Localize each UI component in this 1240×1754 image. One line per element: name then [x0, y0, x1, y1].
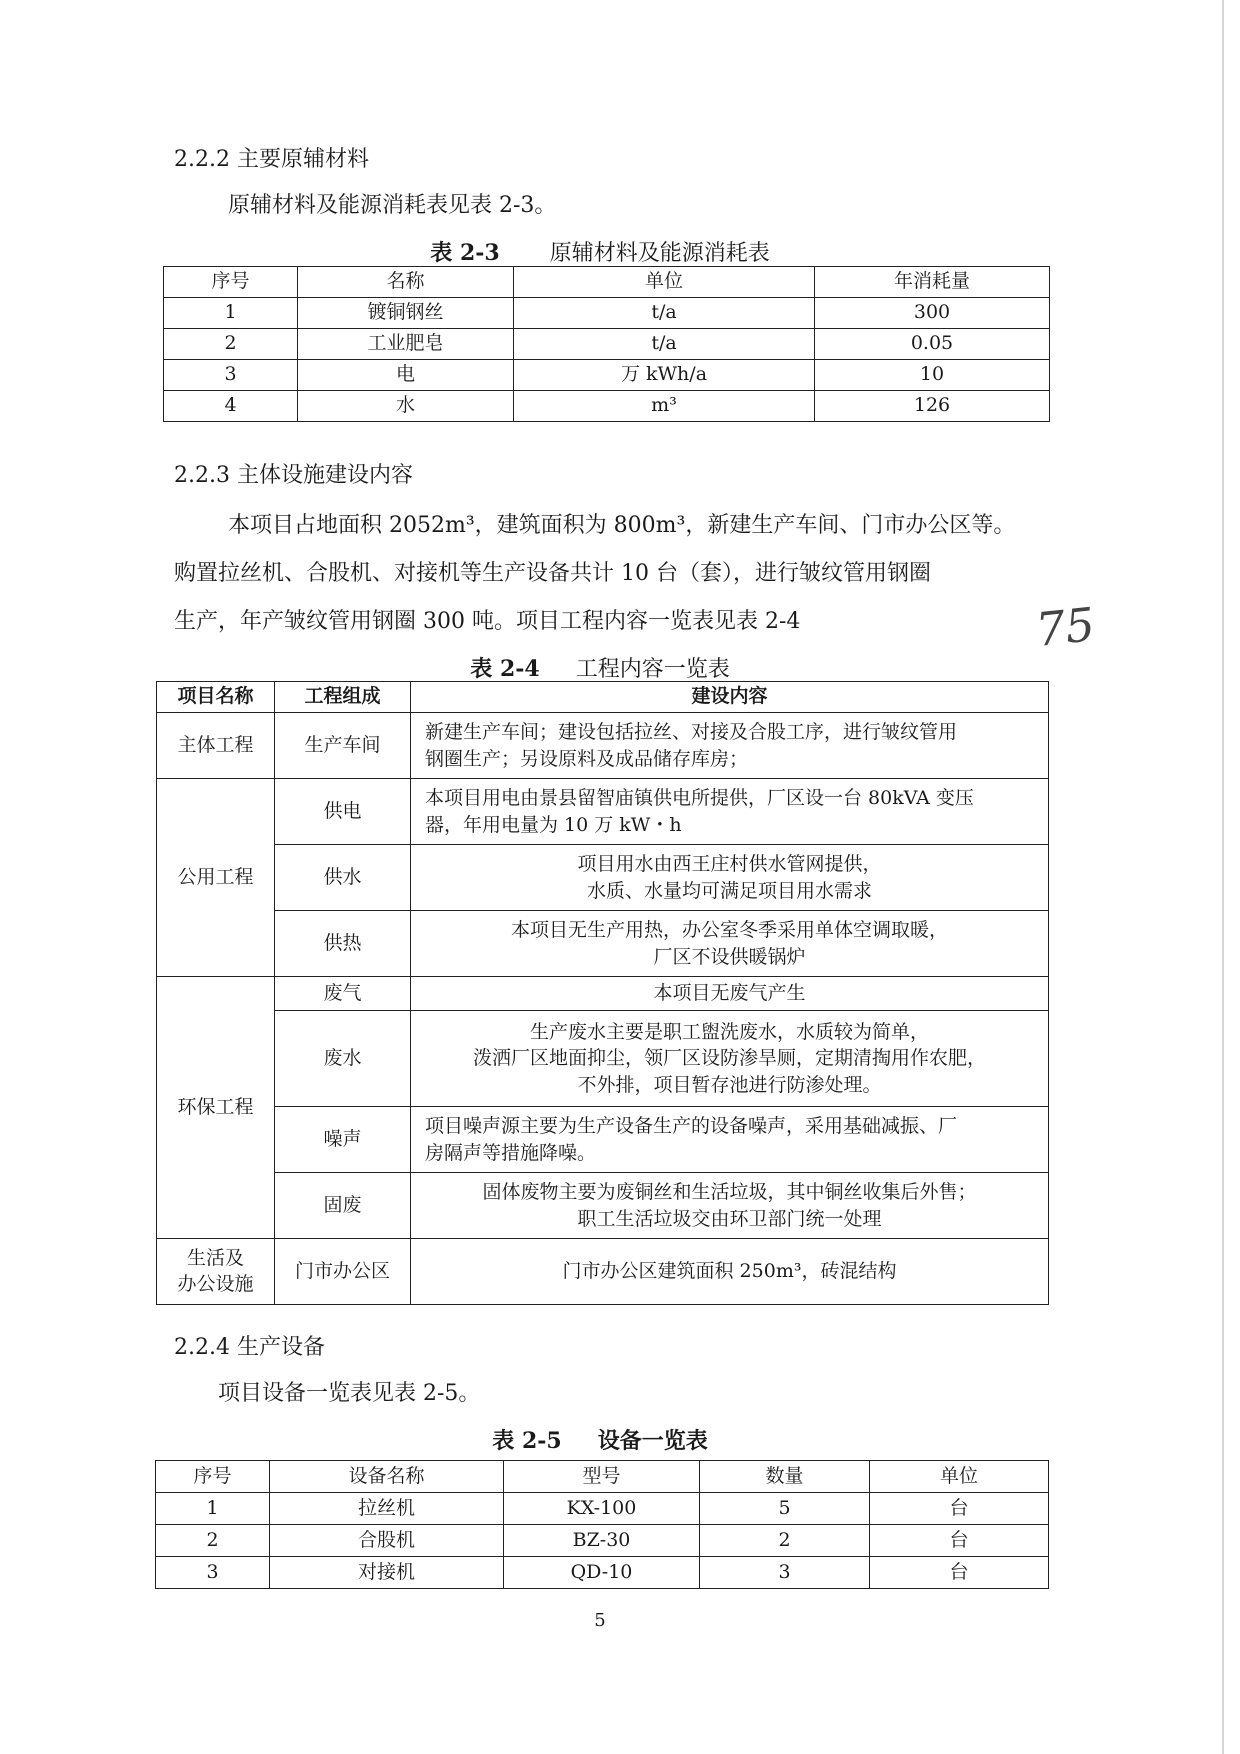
header-cell: 年消耗量	[815, 267, 1050, 298]
paragraph-line-1: 本项目占地面积 2052m³，建筑面积为 800m³，新建生产车间、门市办公区等。	[228, 513, 1016, 538]
header-cell: 名称	[298, 267, 514, 298]
component-cell: 供电	[275, 779, 411, 845]
cell: 镀铜钢丝	[298, 298, 514, 329]
table-row	[164, 298, 1050, 329]
handwritten-note: 75	[1033, 597, 1098, 657]
section-intro-2-2-4: 项目设备一览表见表 2-5。	[218, 1381, 481, 1406]
content-cell	[411, 1107, 1049, 1173]
cell: 2	[700, 1525, 870, 1557]
content-line: 生产废水主要是职工盥洗废水，水质较为简单，	[529, 1021, 929, 1044]
content-line: 本项目无废气产生	[653, 982, 806, 1005]
table-header-row	[156, 1461, 1049, 1493]
cell: 台	[870, 1493, 1049, 1525]
table-row	[156, 1493, 1049, 1525]
table-2-3-title: 原辅材料及能源消耗表	[549, 241, 770, 266]
content-line: 项目用水由西王庄村供水管网提供，	[577, 853, 882, 876]
cell: 台	[870, 1557, 1049, 1589]
header-cell: 序号	[164, 267, 298, 298]
cell: 拉丝机	[270, 1493, 504, 1525]
table-2-5-number: 表 2-5	[492, 1428, 562, 1454]
cell: 对接机	[270, 1557, 504, 1589]
header-cell: 数量	[700, 1461, 870, 1493]
cell: 126	[815, 391, 1050, 422]
cell: 3	[700, 1557, 870, 1589]
component-cell: 门市办公区	[275, 1239, 411, 1305]
cell: KX-100	[504, 1493, 700, 1525]
cell: 0.05	[815, 329, 1050, 360]
project-name-cell: 主体工程	[157, 713, 275, 779]
component-cell: 废气	[275, 977, 411, 1011]
content-line: 职工生活垃圾交由环卫部门统一处理	[577, 1207, 882, 1230]
table-header-row	[157, 682, 1049, 713]
header-cell: 设备名称	[270, 1461, 504, 1493]
table-2-3	[163, 266, 1050, 422]
table-row	[157, 911, 1049, 977]
table-row	[157, 1173, 1049, 1239]
component-cell: 噪声	[275, 1107, 411, 1173]
component-cell: 供热	[275, 911, 411, 977]
cell: 合股机	[270, 1525, 504, 1557]
table-row	[156, 1557, 1049, 1589]
section-intro-2-2-2: 原辅材料及能源消耗表见表 2-3。	[228, 193, 557, 218]
content-line: 本项目无生产用热，办公室冬季采用单体空调取暖，	[510, 919, 948, 942]
cell: BZ-30	[504, 1525, 700, 1557]
table-row	[157, 845, 1049, 911]
content-cell	[411, 713, 1049, 779]
cell: 10	[815, 360, 1050, 391]
cell: 2	[164, 329, 298, 360]
content-cell	[411, 1173, 1049, 1239]
page-number: 5	[594, 1610, 606, 1631]
cell: 3	[156, 1557, 270, 1589]
content-cell	[411, 977, 1049, 1011]
component-cell: 生产车间	[275, 713, 411, 779]
header-cell: 工程组成	[275, 682, 411, 713]
content-line: 不外排，项目暂存池进行防渗处理。	[577, 1073, 882, 1096]
cell: 1	[156, 1493, 270, 1525]
content-line: 水质、水量均可满足项目用水需求	[586, 879, 872, 902]
cell: 5	[700, 1493, 870, 1525]
content-cell	[411, 1239, 1049, 1305]
project-name-cell	[157, 1239, 275, 1305]
content-line: 门市办公区建筑面积 250m³，砖混结构	[562, 1260, 897, 1283]
paragraph-line-3: 生产，年产皱纹管用钢圈 300 吨。项目工程内容一览表见表 2-4	[174, 609, 801, 634]
cell: 1	[164, 298, 298, 329]
content-line: 房隔声等措施降噪。	[425, 1141, 597, 1164]
cell: QD-10	[504, 1557, 700, 1589]
project-name-line: 生活及	[186, 1246, 244, 1269]
header-cell: 序号	[156, 1461, 270, 1493]
content-line: 项目噪声源主要为生产设备生产的设备噪声，采用基础减振、厂	[425, 1115, 958, 1138]
table-row	[164, 360, 1050, 391]
paragraph-line-2: 购置拉丝机、合股机、对接机等生产设备共计 10 台（套），进行皱纹管用钢圈	[174, 561, 931, 586]
project-name-line: 办公设施	[177, 1272, 254, 1295]
project-name-cell: 环保工程	[157, 977, 275, 1239]
cell: 万 kWh/a	[514, 360, 815, 391]
cell: 2	[156, 1525, 270, 1557]
component-cell: 供水	[275, 845, 411, 911]
section-heading-2-2-3: 2.2.3 主体设施建设内容	[174, 463, 413, 488]
content-line: 新建生产车间；建设包括拉丝、对接及合股工序，进行皱纹管用	[425, 721, 958, 744]
content-cell	[411, 911, 1049, 977]
cell: 水	[298, 391, 514, 422]
header-cell: 项目名称	[157, 682, 275, 713]
cell: m³	[514, 391, 815, 422]
section-heading-2-2-4: 2.2.4 生产设备	[174, 1335, 325, 1360]
content-cell	[411, 845, 1049, 911]
cell: 300	[815, 298, 1050, 329]
content-line: 钢圈生产；另设原料及成品储存库房；	[425, 747, 749, 770]
content-line: 泼洒厂区地面抑尘，领厂区设防渗旱厕，定期清掏用作农肥，	[472, 1047, 986, 1070]
table-row	[156, 1525, 1049, 1557]
header-cell: 型号	[504, 1461, 700, 1493]
table-2-5-caption	[0, 1424, 1200, 1455]
component-cell: 废水	[275, 1011, 411, 1107]
table-2-3-caption	[0, 236, 1200, 267]
table-2-3-number: 表 2-3	[430, 240, 500, 266]
content-line: 厂区不设供暖锅炉	[653, 945, 806, 968]
content-cell	[411, 1011, 1049, 1107]
table-row	[164, 329, 1050, 360]
cell: 台	[870, 1525, 1049, 1557]
content-line: 固体废物主要为废铜丝和生活垃圾，其中铜丝收集后外售；	[482, 1181, 977, 1204]
table-row	[157, 977, 1049, 1011]
content-line: 本项目用电由景县留智庙镇供电所提供，厂区设一台 80kVA 变压	[425, 787, 974, 810]
header-cell: 单位	[514, 267, 815, 298]
table-row	[157, 1239, 1049, 1305]
table-2-5-title: 设备一览表	[597, 1428, 708, 1454]
cell: 工业肥皂	[298, 329, 514, 360]
table-2-4	[156, 681, 1049, 1305]
cell: 电	[298, 360, 514, 391]
table-row	[164, 391, 1050, 422]
table-2-4-number: 表 2-4	[470, 656, 540, 682]
header-cell: 单位	[870, 1461, 1049, 1493]
table-2-4-caption	[0, 652, 1200, 683]
table-row	[157, 1011, 1049, 1107]
table-row	[157, 713, 1049, 779]
table-2-5	[155, 1460, 1049, 1589]
component-cell: 固废	[275, 1173, 411, 1239]
content-cell	[411, 779, 1049, 845]
header-cell: 建设内容	[411, 682, 1049, 713]
section-heading-2-2-2: 2.2.2 主要原辅材料	[174, 147, 369, 172]
cell: 4	[164, 391, 298, 422]
table-header-row	[164, 267, 1050, 298]
table-row	[157, 1107, 1049, 1173]
cell: t/a	[514, 298, 815, 329]
content-line: 器，年用电量为 10 万 kW・h	[425, 813, 682, 836]
cell: 3	[164, 360, 298, 391]
table-row	[157, 779, 1049, 845]
project-name-cell: 公用工程	[157, 779, 275, 977]
scan-edge-line	[1222, 0, 1224, 1754]
cell: t/a	[514, 329, 815, 360]
table-2-4-title: 工程内容一览表	[575, 657, 730, 682]
